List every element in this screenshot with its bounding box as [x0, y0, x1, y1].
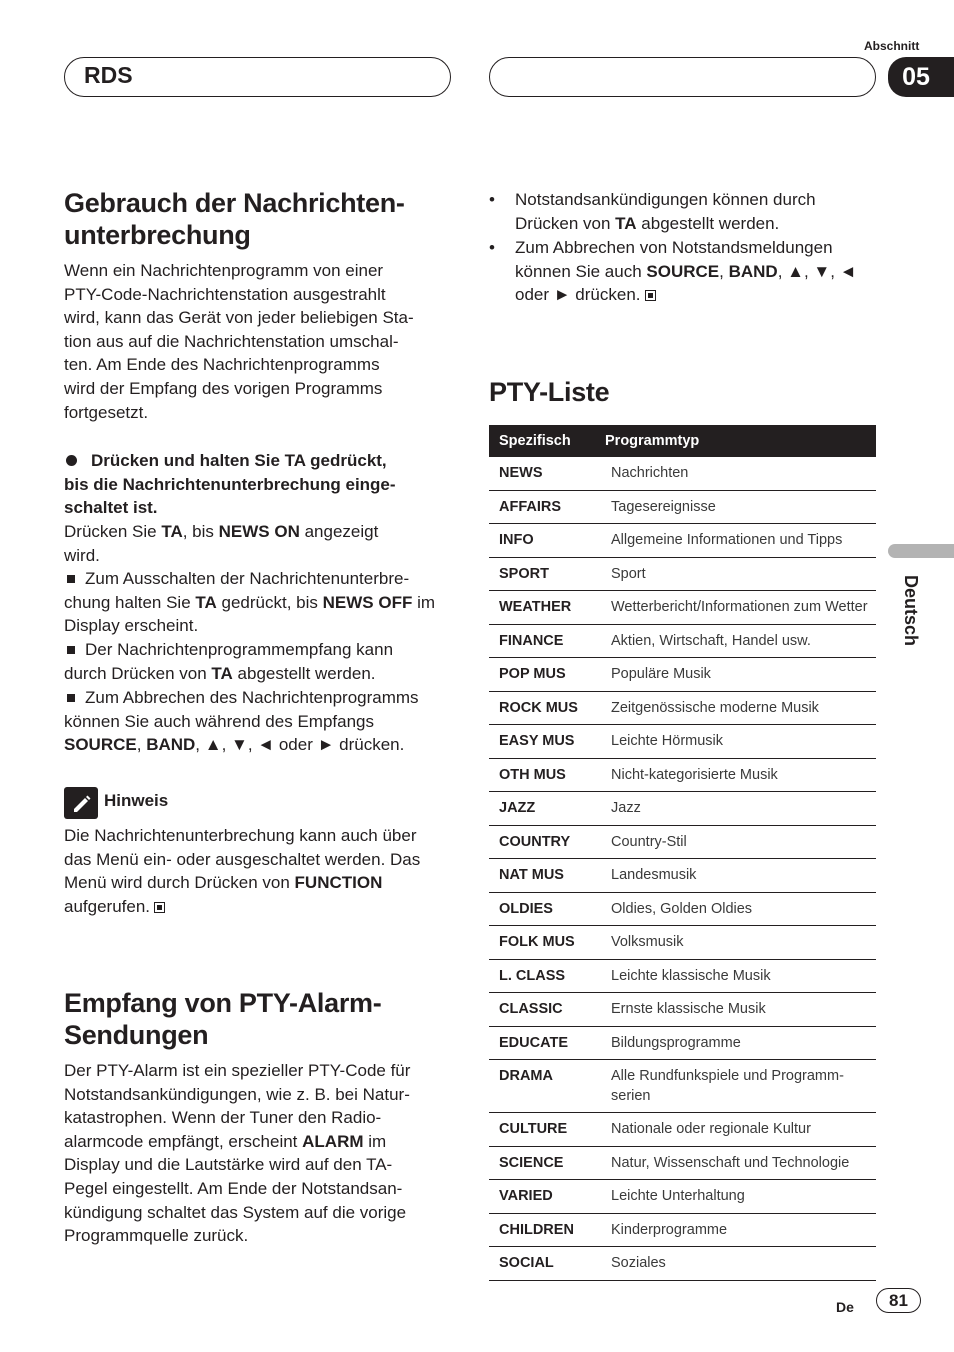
display-alarm: ALARM — [302, 1131, 364, 1151]
pty-type-cell: Aktien, Wirtschaft, Handel usw. — [605, 624, 876, 658]
text-line: wird, kann das Gerät von jeder beliebigen Sta- — [64, 308, 414, 328]
pty-type-cell: Wetterbericht/Informationen zum Wetter — [605, 591, 876, 625]
paragraph-pty-alarm — [64, 1059, 456, 1248]
pty-code-cell: POP MUS — [489, 658, 605, 692]
table-row — [489, 658, 876, 692]
display-news-off: NEWS OFF — [322, 592, 413, 612]
page-number: 81 — [876, 1288, 921, 1313]
pty-type-cell: Volksmusik — [605, 926, 876, 960]
text-line: Der Nachrichtenprogrammempfang kann — [85, 640, 394, 659]
pty-type-cell: Zeitgenössische moderne Musik — [605, 691, 876, 725]
end-mark-icon — [154, 902, 165, 913]
text-line: das Menü ein- oder ausgeschaltet werden. Das — [64, 849, 421, 869]
square-bullet-2 — [64, 638, 456, 685]
key-ta: TA — [195, 592, 217, 612]
table-row — [489, 959, 876, 993]
pty-type-cell: Populäre Musik — [605, 658, 876, 692]
text-run: durch Drücken von — [64, 663, 212, 683]
pty-type-cell: Bildungsprogramme — [605, 1026, 876, 1060]
text-line: Der PTY-Alarm ist ein spezieller PTY-Code für — [64, 1061, 411, 1080]
heading-line: unterbrechung — [64, 220, 251, 250]
text-line: Wenn ein Nachrichtenprogramm von einer — [64, 261, 384, 280]
pty-code-cell: CULTURE — [489, 1113, 605, 1147]
text-run: können Sie auch — [515, 261, 647, 281]
key-ta: TA — [211, 663, 233, 683]
table-row — [489, 624, 876, 658]
text-run: , — [719, 261, 729, 281]
text-line: tion aus auf die Nachrichtenstation umschal- — [64, 331, 399, 351]
table-row — [489, 1247, 876, 1281]
column-header-type: Programmtyp — [605, 425, 876, 457]
table-row — [489, 792, 876, 826]
pty-type-cell: Nationale oder regionale Kultur — [605, 1113, 876, 1147]
step-bullet-icon — [66, 455, 77, 466]
text-line: Zum Abbrechen des Nachrichtenprogramms — [85, 688, 419, 707]
text-run: abgestellt werden. — [232, 663, 376, 683]
text-run: , — [136, 735, 147, 755]
pty-table-body — [489, 457, 876, 1280]
section-label: Abschnitt — [864, 39, 920, 53]
text-line: katastrophen. Wenn der Tuner den Radio- — [64, 1108, 382, 1128]
pty-code-cell: VARIED — [489, 1180, 605, 1214]
text-run: im — [412, 592, 436, 612]
pty-code-cell: INFO — [489, 524, 605, 558]
pty-code-cell: NEWS — [489, 457, 605, 490]
text-line: schaltet ist. — [64, 498, 158, 518]
text-line: PTY-Code-Nachrichtenstation ausgestrahlt — [64, 284, 386, 304]
text-run: , ▲, ▼, ◄ oder ► drücken. — [195, 735, 405, 755]
section-header-pill-right — [489, 57, 876, 97]
pty-code-cell: SOCIAL — [489, 1247, 605, 1281]
table-row — [489, 1026, 876, 1060]
table-row — [489, 524, 876, 558]
dot-bullet-2 — [489, 236, 879, 308]
text-line: Drücken und halten Sie TA gedrückt, — [91, 451, 387, 470]
pty-table — [489, 425, 876, 1281]
key-band: BAND — [146, 735, 196, 755]
pty-type-cell: Jazz — [605, 792, 876, 826]
pty-code-cell: AFFAIRS — [489, 490, 605, 524]
text-line: Zum Abbrechen von Notstandsmeldungen — [515, 238, 833, 257]
table-row — [489, 926, 876, 960]
pty-type-cell: Kinderprogramme — [605, 1213, 876, 1247]
heading-line: Sendungen — [64, 1020, 209, 1050]
heading-news-interrupt — [64, 187, 405, 251]
square-bullet-3 — [64, 686, 456, 757]
text-line: Zum Ausschalten der Nachrichtenunterbre- — [85, 569, 410, 588]
table-row — [489, 490, 876, 524]
key-band: BAND — [728, 261, 778, 281]
pty-type-cell: Sport — [605, 557, 876, 591]
text-run: abgestellt werden. — [636, 213, 780, 233]
table-row — [489, 892, 876, 926]
text-run: Drücken von — [515, 213, 616, 233]
text-line: aufgerufen. — [64, 896, 151, 916]
square-bullet-1 — [64, 567, 456, 638]
table-row — [489, 825, 876, 859]
pty-code-cell: EDUCATE — [489, 1026, 605, 1060]
pty-type-cell: Leichte Hörmusik — [605, 725, 876, 759]
square-bullet-icon — [67, 694, 75, 702]
pty-code-cell: SCIENCE — [489, 1146, 605, 1180]
text-line: bis die Nachrichtenunterbrechung einge- — [64, 474, 396, 494]
text-line: Notstandsankündigungen können durch — [515, 190, 816, 209]
pty-type-cell: Allgemeine Informationen und Tipps — [605, 524, 876, 558]
pty-code-cell: JAZZ — [489, 792, 605, 826]
text-run: oder ► drücken. — [515, 285, 641, 305]
table-row — [489, 691, 876, 725]
table-row — [489, 758, 876, 792]
key-ta: TA — [615, 213, 637, 233]
pty-code-cell: EASY MUS — [489, 725, 605, 759]
pty-code-cell: FINANCE — [489, 624, 605, 658]
text-line: Die Nachrichtenunterbrechung kann auch über — [64, 826, 417, 845]
text-run: Menü wird durch Drücken von — [64, 873, 295, 893]
text-run: chung halten Sie — [64, 592, 196, 612]
pty-code-cell: FOLK MUS — [489, 926, 605, 960]
text-run: gedrückt, bis — [216, 592, 323, 612]
language-label: Deutsch — [901, 575, 921, 647]
pty-type-cell: Leichte klassische Musik — [605, 959, 876, 993]
text-line: Display erscheint. — [64, 616, 199, 636]
end-mark-icon — [645, 290, 656, 301]
text-line: wird der Empfang des vorigen Programms — [64, 378, 383, 398]
dot-bullet-1 — [489, 188, 879, 236]
display-news-on: NEWS ON — [218, 522, 300, 541]
pty-type-cell: Country-Stil — [605, 825, 876, 859]
text-line: ten. Am Ende des Nachrichtenprogramms — [64, 355, 380, 375]
square-bullet-icon — [67, 646, 75, 654]
text-line: fortgesetzt. — [64, 402, 149, 422]
bullet-dot-icon: • — [489, 238, 495, 257]
bullet-text — [515, 236, 880, 307]
table-header-row — [489, 425, 876, 457]
pty-code-cell: OTH MUS — [489, 758, 605, 792]
pty-type-cell: Natur, Wissenschaft und Technologie — [605, 1146, 876, 1180]
pty-type-cell: Landesmusik — [605, 859, 876, 893]
pty-code-cell: SPORT — [489, 557, 605, 591]
heading-line: Gebrauch der Nachrichten- — [64, 188, 405, 218]
section-title: RDS — [84, 62, 133, 88]
heading-pty-list: PTY-Liste — [489, 377, 610, 407]
pty-type-cell: Alle Rundfunkspiele und Programm-serien — [605, 1060, 876, 1113]
text-run: alarmcode empfängt, erscheint — [64, 1131, 303, 1151]
text-line: Pegel eingestellt. Am Ende der Notstandsan- — [64, 1178, 403, 1198]
pty-code-cell: NAT MUS — [489, 859, 605, 893]
table-row — [489, 1113, 876, 1147]
pty-type-cell: Nicht-kategorisierte Musik — [605, 758, 876, 792]
language-tab-marker — [888, 544, 954, 558]
footer-language: De — [836, 1299, 854, 1315]
note-pencil-icon — [64, 787, 98, 819]
step-text — [64, 520, 454, 567]
step-heading — [64, 449, 454, 520]
text-line: können Sie auch während des Empfangs — [64, 711, 374, 731]
text-line: Programmquelle zurück. — [64, 1226, 249, 1246]
pty-code-cell: DRAMA — [489, 1060, 605, 1113]
pty-type-cell: Oldies, Golden Oldies — [605, 892, 876, 926]
pty-code-cell: WEATHER — [489, 591, 605, 625]
text-run: , bis — [182, 522, 219, 541]
text-line: Notstandsankündigungen, wie z. B. bei Natur- — [64, 1084, 410, 1104]
key-source: SOURCE — [646, 261, 720, 281]
table-row — [489, 1213, 876, 1247]
table-row — [489, 1146, 876, 1180]
pty-type-cell: Nachrichten — [605, 457, 876, 490]
text-run: Drücken Sie — [64, 522, 162, 541]
pty-code-cell: COUNTRY — [489, 825, 605, 859]
bullet-dot-icon: • — [489, 190, 495, 209]
bullet-text — [515, 188, 880, 235]
note-title: Hinweis — [104, 791, 169, 810]
pty-type-cell: Leichte Unterhaltung — [605, 1180, 876, 1214]
pty-type-cell: Soziales — [605, 1247, 876, 1281]
text-line: Display und die Lautstärke wird auf den TA- — [64, 1155, 393, 1175]
text-run: angezeigt — [299, 522, 379, 541]
table-row — [489, 859, 876, 893]
table-row — [489, 725, 876, 759]
table-row — [489, 1180, 876, 1214]
pty-type-cell: Ernste klassische Musik — [605, 993, 876, 1027]
paragraph-news-intro — [64, 259, 454, 424]
pty-code-cell: OLDIES — [489, 892, 605, 926]
section-number: 05 — [888, 57, 954, 97]
heading-pty-alarm — [64, 987, 381, 1051]
table-row — [489, 557, 876, 591]
key-function: FUNCTION — [294, 873, 383, 893]
text-run: im — [363, 1131, 387, 1151]
pty-code-cell: ROCK MUS — [489, 691, 605, 725]
table-row — [489, 591, 876, 625]
heading-line: Empfang von PTY-Alarm- — [64, 988, 382, 1018]
key-source: SOURCE — [64, 735, 137, 755]
pty-code-cell: CHILDREN — [489, 1213, 605, 1247]
pty-code-cell: CLASSIC — [489, 993, 605, 1027]
text-run: , ▲, ▼, ◄ — [777, 261, 857, 281]
note-text — [64, 824, 456, 918]
table-row — [489, 993, 876, 1027]
square-bullet-icon — [67, 575, 75, 583]
table-row — [489, 1060, 876, 1113]
table-row — [489, 457, 876, 490]
key-ta: TA — [161, 522, 183, 541]
text-line: wird. — [64, 545, 100, 565]
text-line: kündigung schaltet das System auf die vorige — [64, 1202, 407, 1222]
pty-type-cell: Tagesereignisse — [605, 490, 876, 524]
pty-code-cell: L. CLASS — [489, 959, 605, 993]
column-header-code: Spezifisch — [489, 425, 605, 457]
